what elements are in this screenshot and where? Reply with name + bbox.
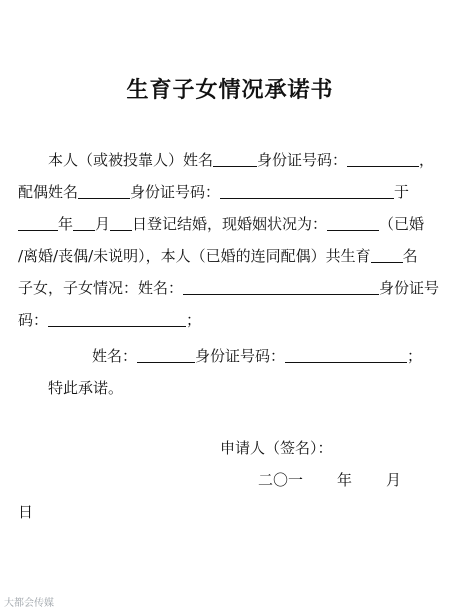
- date-day-label: 日: [18, 503, 34, 521]
- line-5: [18, 274, 439, 302]
- line-1: [48, 146, 434, 174]
- blank-name: [213, 150, 257, 167]
- label-id-2: 身份证号码：: [195, 347, 286, 365]
- watermark-logo: 大都会传媒: [4, 598, 54, 609]
- label-id: 身份证号码：: [257, 151, 348, 169]
- blank-status: [327, 214, 379, 231]
- label-spouse-id: 身份证号码：: [130, 183, 221, 201]
- label-on: 于: [394, 183, 410, 201]
- line-2: [18, 178, 409, 206]
- punct: ；: [186, 311, 202, 329]
- date-month-label: 月: [386, 471, 402, 489]
- label-count-unit: 名: [402, 247, 418, 265]
- label-month: 月: [95, 215, 111, 233]
- blank-child-name: [183, 278, 379, 295]
- label-child-id: 身份证号: [379, 279, 440, 297]
- label-married-options: （已婚: [379, 215, 425, 233]
- punct: ；: [407, 347, 423, 365]
- label-child-name: 子女，子女情况：姓名：: [18, 279, 184, 297]
- blank-id: [347, 150, 419, 167]
- label-code: 码：: [18, 311, 49, 329]
- line-3: [18, 210, 424, 238]
- label-year: 年: [58, 215, 74, 233]
- blank-child-id: [48, 310, 186, 327]
- blank-year: [18, 214, 58, 231]
- closing-statement: 特此承诺。: [48, 379, 124, 397]
- blank-day: [110, 214, 132, 231]
- blank-count: [371, 246, 403, 263]
- line-4: [18, 242, 418, 270]
- label-spouse: 配偶姓名: [18, 183, 79, 201]
- line-7: [92, 342, 422, 370]
- page-title: 生育子女情况承诺书: [126, 78, 334, 103]
- line-6: [18, 306, 201, 334]
- signature-label: 申请人（签名）：: [220, 439, 333, 457]
- blank-id-2: [285, 346, 407, 363]
- blank-spouse: [78, 182, 130, 199]
- label-married: 日登记结婚，现婚姻状况为：: [132, 215, 328, 233]
- date-year-label: 年: [337, 471, 353, 489]
- blank-spouse-id: [220, 182, 394, 199]
- blank-month: [73, 214, 95, 231]
- label-name: 本人（或被投靠人）姓名: [48, 151, 214, 169]
- punct: ，: [419, 151, 435, 169]
- blank-name-2: [137, 346, 195, 363]
- date-row: [258, 466, 401, 494]
- label-name-2: 姓名：: [92, 347, 138, 365]
- label-children-total: /离婚/丧偶/未说明），本人（已婚的连同配偶）共生育: [18, 247, 371, 265]
- date-year-prefix: 二〇一: [258, 471, 304, 489]
